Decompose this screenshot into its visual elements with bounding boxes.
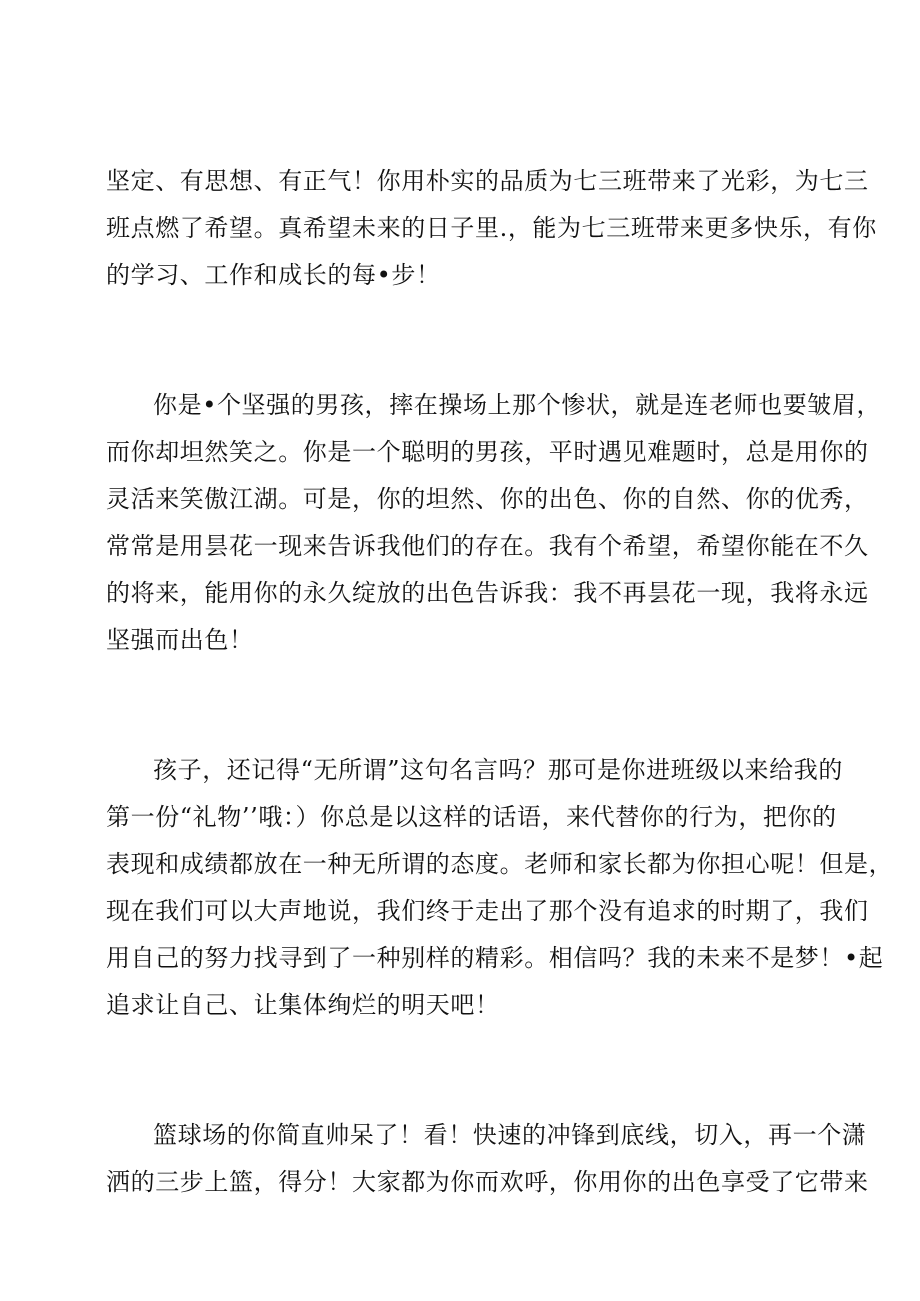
paragraph-line: 而你却坦然笑之。你是一个聪明的男孩，平时遇见难题时，总是用你的 [106,438,869,466]
paragraph-line: 孩子，还记得“无所谓”这句名言吗？那可是你进班级以来给我的 [153,756,843,784]
paragraph-line: 现在我们可以大声地说，我们终于走出了那个没有追求的时期了，我们 [106,897,869,925]
paragraph-3 [106,747,894,1029]
paragraph-line: 用自己的努力找寻到了一种别样的精彩。相信吗？我的未来不是梦！•起 [106,944,884,972]
paragraph-line: 篮球场的你简直帅呆了！看！快速的冲锋到底线，切入，再一个潇 [153,1121,867,1149]
paragraph-line: 洒的三步上篮，得分！大家都为你而欢呼，你用你的出色享受了它带来 [106,1168,869,1196]
paragraph-line: 你是•个坚强的男孩，摔在操场上那个惨状，就是连老师也要皱眉， [153,391,882,419]
paragraph-1 [106,158,877,299]
paragraph-4 [106,1112,869,1206]
paragraph-2 [106,382,882,664]
paragraph-line: 常常是用昙花一现来告诉我他们的存在。我有个希望，希望你能在不久 [106,532,869,560]
paragraph-line: 的将来，能用你的永久绽放的出色告诉我：我不再昙花一现，我将永远 [106,579,869,607]
paragraph-line: 班点燃了希望。真希望未来的日子里.，能为七三班带来更多快乐，有你 [106,214,877,242]
paragraph-line: 表现和成绩都放在一种无所谓的态度。老师和家长都为你担心呢！但是， [106,850,894,878]
paragraph-line: 坚定、有思想、有正气！你用朴实的品质为七三班带来了光彩，为七三 [106,167,869,195]
document-body [106,158,894,1206]
paragraph-line: 坚强而出色！ [106,626,254,654]
paragraph-line: 第一份“礼物’’哦：）你总是以这样的话语，来代替你的行为，把你的 [106,803,837,831]
paragraph-line: 追求让自己、让集体绚烂的明天吧！ [106,991,500,1019]
paragraph-line: 灵活来笑傲江湖。可是，你的坦然、你的出色、你的自然、你的优秀， [106,485,869,513]
paragraph-line: 的学习、工作和成长的每•步！ [106,261,441,289]
